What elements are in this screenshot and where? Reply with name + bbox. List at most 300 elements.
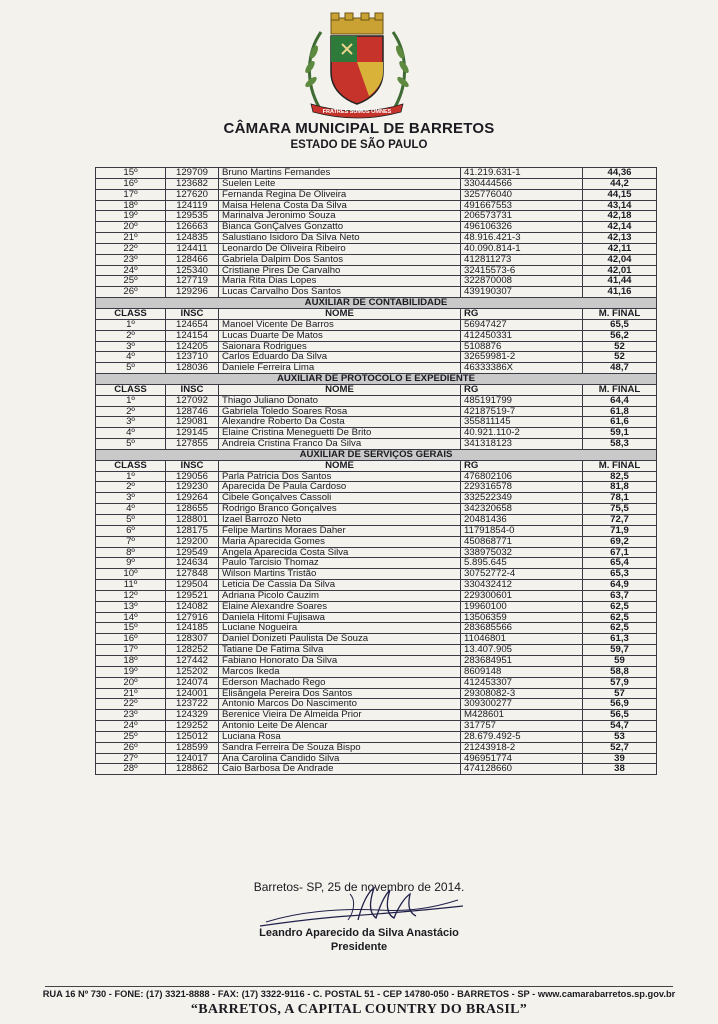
table-row — [96, 536, 657, 547]
cell-rg: 5108876 — [461, 341, 583, 352]
cell-rg: 11791854-0 — [461, 525, 583, 536]
cell-class: 11º — [96, 580, 166, 591]
table-row — [96, 211, 657, 222]
cell-name: Marcos Ikeda — [219, 666, 461, 677]
cell-name: Luciana Rosa — [219, 731, 461, 742]
cell-class: 19º — [96, 666, 166, 677]
cell-rg: 439190307 — [461, 287, 583, 298]
cell-class: 19º — [96, 211, 166, 222]
cell-name: Izael Barrozo Neto — [219, 515, 461, 526]
cell-insc: 124001 — [166, 688, 219, 699]
cell-insc: 125202 — [166, 666, 219, 677]
signer-name: Leandro Aparecido da Silva Anastácio — [259, 927, 459, 939]
cell-insc: 128599 — [166, 742, 219, 753]
cell-class: 21º — [96, 688, 166, 699]
cell-name: Parla Patricia Dos Santos — [219, 471, 461, 482]
cell-insc: 127620 — [166, 189, 219, 200]
cell-final: 42,01 — [583, 265, 657, 276]
cell-final: 42,14 — [583, 222, 657, 233]
cell-rg: 229300601 — [461, 590, 583, 601]
column-header-row — [96, 308, 657, 319]
cell-rg: 283685566 — [461, 623, 583, 634]
cell-insc: 123722 — [166, 699, 219, 710]
cell-class: 1º — [96, 395, 166, 406]
cell-name: Fernanda Regina De Oliveira — [219, 189, 461, 200]
cell-final: 42,11 — [583, 243, 657, 254]
cell-rg: 46333386X — [461, 363, 583, 374]
cell-final: 82,5 — [583, 471, 657, 482]
cell-final: 69,2 — [583, 536, 657, 547]
table-row — [96, 612, 657, 623]
cell-name: Berenice Vieira De Almeida Prior — [219, 710, 461, 721]
cell-rg: 322870008 — [461, 276, 583, 287]
cell-insc: 124154 — [166, 330, 219, 341]
cell-insc: 128307 — [166, 634, 219, 645]
cell-insc: 129200 — [166, 536, 219, 547]
section-title: AUXILIAR DE SERVIÇOS GERAIS — [96, 449, 657, 460]
cell-insc: 127916 — [166, 612, 219, 623]
table-row — [96, 590, 657, 601]
cell-rg: 355811145 — [461, 417, 583, 428]
cell-insc: 129296 — [166, 287, 219, 298]
table-row — [96, 428, 657, 439]
cell-rg: 491667553 — [461, 200, 583, 211]
cell-name: Salustiano Isidoro Da Silva Neto — [219, 233, 461, 244]
cell-rg: 317757 — [461, 721, 583, 732]
cell-insc: 124205 — [166, 341, 219, 352]
cell-class: 24º — [96, 721, 166, 732]
cell-final: 65,5 — [583, 319, 657, 330]
table-row — [96, 276, 657, 287]
cell-rg: M428601 — [461, 710, 583, 721]
cell-class: 24º — [96, 265, 166, 276]
cell-name: Antonio Marcos Do Nascimento — [219, 699, 461, 710]
cell-insc: 124411 — [166, 243, 219, 254]
cell-insc: 129230 — [166, 482, 219, 493]
cell-final: 57 — [583, 688, 657, 699]
cell-final: 41,16 — [583, 287, 657, 298]
table-row — [96, 515, 657, 526]
cell-insc: 127719 — [166, 276, 219, 287]
table-row — [96, 168, 657, 179]
cell-class: 9º — [96, 558, 166, 569]
cell-insc: 128746 — [166, 406, 219, 417]
page-subtitle: ESTADO DE SÃO PAULO — [290, 139, 428, 151]
cell-insc: 129709 — [166, 168, 219, 179]
cell-final: 52 — [583, 341, 657, 352]
cell-insc: 123710 — [166, 352, 219, 363]
cell-class: 28º — [96, 764, 166, 775]
table-row — [96, 341, 657, 352]
cell-final: 62,5 — [583, 601, 657, 612]
cell-name: Elaine Cristina Meneguetti De Brito — [219, 428, 461, 439]
cell-rg: 13.407.905 — [461, 645, 583, 656]
cell-final: 62,5 — [583, 612, 657, 623]
cell-insc: 128801 — [166, 515, 219, 526]
results-table — [95, 167, 657, 775]
table-row — [96, 645, 657, 656]
cell-name: Sandra Ferreira De Souza Bispo — [219, 742, 461, 753]
cell-final: 42,13 — [583, 233, 657, 244]
cell-insc: 129056 — [166, 471, 219, 482]
cell-final: 71,9 — [583, 525, 657, 536]
cell-insc: 128036 — [166, 363, 219, 374]
cell-name: Ederson Machado Rego — [219, 677, 461, 688]
cell-class: 18º — [96, 200, 166, 211]
column-header-name: NOME — [219, 384, 461, 395]
cell-class: 2º — [96, 406, 166, 417]
cell-rg: 330432412 — [461, 580, 583, 591]
cell-final: 67,1 — [583, 547, 657, 558]
cell-name: Rodrigo Branco Gonçalves — [219, 504, 461, 515]
cell-final: 41,44 — [583, 276, 657, 287]
table-row — [96, 363, 657, 374]
column-header-final: M. FINAL — [583, 460, 657, 471]
table-row — [96, 222, 657, 233]
cell-final: 72,7 — [583, 515, 657, 526]
table-row — [96, 580, 657, 591]
cell-insc: 125340 — [166, 265, 219, 276]
cell-rg: 412811273 — [461, 254, 583, 265]
municipal-coat-of-arms-icon — [297, 12, 417, 120]
cell-insc: 129264 — [166, 493, 219, 504]
cell-insc: 129252 — [166, 721, 219, 732]
footer-address: RUA 16 Nº 730 - FONE: (17) 3321-8888 - FAX: (17) 3322-9116 - C. POSTAL 51 - CEP 14780-050 - BARRETOS - SP - www.camarabarretos.sp.gov.br — [42, 989, 676, 999]
cell-final: 81,8 — [583, 482, 657, 493]
cell-insc: 128252 — [166, 645, 219, 656]
cell-insc: 127848 — [166, 569, 219, 580]
cell-final: 48,7 — [583, 363, 657, 374]
table-row — [96, 742, 657, 753]
cell-rg: 8609148 — [461, 666, 583, 677]
cell-rg: 496951774 — [461, 753, 583, 764]
cell-rg: 21243918-2 — [461, 742, 583, 753]
cell-name: Manoel Vicente De Barros — [219, 319, 461, 330]
table-row — [96, 265, 657, 276]
cell-class: 15º — [96, 623, 166, 634]
cell-rg: 496106326 — [461, 222, 583, 233]
cell-class: 3º — [96, 493, 166, 504]
cell-rg: 11046801 — [461, 634, 583, 645]
cell-final: 59,1 — [583, 428, 657, 439]
cell-name: Maisa Helena Costa Da Silva — [219, 200, 461, 211]
cell-final: 52,7 — [583, 742, 657, 753]
cell-insc: 127442 — [166, 655, 219, 666]
results-table-body — [96, 168, 657, 775]
table-row — [96, 601, 657, 612]
table-row — [96, 569, 657, 580]
cell-rg: 330444566 — [461, 178, 583, 189]
cell-final: 65,4 — [583, 558, 657, 569]
cell-insc: 124119 — [166, 200, 219, 211]
cell-rg: 229316578 — [461, 482, 583, 493]
cell-name: Aparecida De Paula Cardoso — [219, 482, 461, 493]
cell-name: Fabiano Honorato Da Silva — [219, 655, 461, 666]
cell-final: 63,7 — [583, 590, 657, 601]
cell-rg: 56947427 — [461, 319, 583, 330]
table-row — [96, 525, 657, 536]
cell-insc: 126663 — [166, 222, 219, 233]
cell-final: 38 — [583, 764, 657, 775]
table-row — [96, 547, 657, 558]
column-header-insc: INSC — [166, 384, 219, 395]
column-header-row — [96, 460, 657, 471]
table-row — [96, 764, 657, 775]
table-row — [96, 200, 657, 211]
cell-class: 13º — [96, 601, 166, 612]
cell-class: 18º — [96, 655, 166, 666]
cell-rg: 13506359 — [461, 612, 583, 623]
column-header-name: NOME — [219, 460, 461, 471]
table-row — [96, 666, 657, 677]
cell-name: Maria Aparecida Gomes — [219, 536, 461, 547]
table-row — [96, 395, 657, 406]
cell-final: 62,5 — [583, 623, 657, 634]
cell-rg: 283684951 — [461, 655, 583, 666]
cell-class: 23º — [96, 254, 166, 265]
cell-class: 23º — [96, 710, 166, 721]
cell-class: 7º — [96, 536, 166, 547]
cell-insc: 129521 — [166, 590, 219, 601]
cell-name: Gabriela Toledo Soares Rosa — [219, 406, 461, 417]
cell-class: 4º — [96, 428, 166, 439]
cell-name: Cibele Gonçalves Cassoli — [219, 493, 461, 504]
cell-insc: 129504 — [166, 580, 219, 591]
cell-final: 43,14 — [583, 200, 657, 211]
cell-insc: 127855 — [166, 439, 219, 450]
section-header-row — [96, 374, 657, 385]
cell-final: 53 — [583, 731, 657, 742]
cell-final: 78,1 — [583, 493, 657, 504]
cell-insc: 128175 — [166, 525, 219, 536]
column-header-class: CLASS — [96, 384, 166, 395]
cell-insc: 124654 — [166, 319, 219, 330]
cell-class: 2º — [96, 482, 166, 493]
cell-name: Andreia Cristina Franco Da Silva — [219, 439, 461, 450]
cell-name: Tatiane De Fatima Silva — [219, 645, 461, 656]
cell-class: 6º — [96, 525, 166, 536]
cell-name: Leonardo De Oliveira Ribeiro — [219, 243, 461, 254]
cell-rg: 338975032 — [461, 547, 583, 558]
table-row — [96, 330, 657, 341]
cell-rg: 412450331 — [461, 330, 583, 341]
cell-class: 3º — [96, 341, 166, 352]
cell-insc: 124835 — [166, 233, 219, 244]
cell-final: 64,4 — [583, 395, 657, 406]
cell-class: 26º — [96, 287, 166, 298]
footer-slogan: “BARRETOS, A CAPITAL COUNTRY DO BRASIL” — [190, 1002, 528, 1017]
section-title: AUXILIAR DE CONTABILIDADE — [96, 298, 657, 309]
cell-name: Alexandre Roberto Da Costa — [219, 417, 461, 428]
section-title: AUXILIAR DE PROTOCOLO E EXPEDIENTE — [96, 374, 657, 385]
cell-name: Bruno Martins Fernandes — [219, 168, 461, 179]
cell-rg: 40.090.814-1 — [461, 243, 583, 254]
cell-class: 14º — [96, 612, 166, 623]
table-row — [96, 178, 657, 189]
cell-name: Lucas Duarte De Matos — [219, 330, 461, 341]
cell-rg: 32659981-2 — [461, 352, 583, 363]
cell-insc: 129535 — [166, 211, 219, 222]
table-row — [96, 558, 657, 569]
cell-rg: 325776040 — [461, 189, 583, 200]
cell-name: Angela Aparecida Costa Silva — [219, 547, 461, 558]
cell-class: 17º — [96, 645, 166, 656]
table-row — [96, 319, 657, 330]
table-row — [96, 482, 657, 493]
cell-class: 16º — [96, 634, 166, 645]
cell-class: 10º — [96, 569, 166, 580]
cell-rg: 474128660 — [461, 764, 583, 775]
cell-rg: 30752772-4 — [461, 569, 583, 580]
cell-rg: 32415573-6 — [461, 265, 583, 276]
cell-class: 5º — [96, 439, 166, 450]
table-row — [96, 688, 657, 699]
cell-rg: 20481436 — [461, 515, 583, 526]
cell-name: Saionara Rodrigues — [219, 341, 461, 352]
cell-final: 56,5 — [583, 710, 657, 721]
column-header-class: CLASS — [96, 308, 166, 319]
cell-insc: 128466 — [166, 254, 219, 265]
cell-rg: 342320658 — [461, 504, 583, 515]
footer-divider — [45, 986, 673, 987]
column-header-rg: RG — [461, 384, 583, 395]
cell-name: Suelen Leite — [219, 178, 461, 189]
cell-class: 5º — [96, 363, 166, 374]
table-row — [96, 287, 657, 298]
cell-final: 59 — [583, 655, 657, 666]
cell-name: Felipe Martins Moraes Daher — [219, 525, 461, 536]
cell-final: 75,5 — [583, 504, 657, 515]
results-table-container — [95, 167, 656, 775]
table-row — [96, 352, 657, 363]
column-header-insc: INSC — [166, 460, 219, 471]
cell-insc: 124082 — [166, 601, 219, 612]
cell-insc: 129549 — [166, 547, 219, 558]
cell-name: Caio Barbosa De Andrade — [219, 764, 461, 775]
cell-name: Daniela Hitomi Fujisawa — [219, 612, 461, 623]
cell-name: Cristiane Pires De Carvalho — [219, 265, 461, 276]
cell-name: Daniele Ferreira Lima — [219, 363, 461, 374]
table-row — [96, 753, 657, 764]
cell-name: Luciane Nogueira — [219, 623, 461, 634]
cell-final: 56,2 — [583, 330, 657, 341]
cell-rg: 42187519-7 — [461, 406, 583, 417]
cell-final: 44,15 — [583, 189, 657, 200]
cell-final: 54,7 — [583, 721, 657, 732]
cell-class: 16º — [96, 178, 166, 189]
signer-role: Presidente — [330, 941, 388, 953]
cell-name: Antonio Leite De Alencar — [219, 721, 461, 732]
cell-insc: 129081 — [166, 417, 219, 428]
cell-rg: 5.895.645 — [461, 558, 583, 569]
table-row — [96, 699, 657, 710]
cell-name: Leticia De Cassia Da Silva — [219, 580, 461, 591]
cell-final: 42,04 — [583, 254, 657, 265]
cell-final: 58,3 — [583, 439, 657, 450]
cell-name: Elisângela Pereira Dos Santos — [219, 688, 461, 699]
column-header-row — [96, 384, 657, 395]
cell-class: 8º — [96, 547, 166, 558]
cell-insc: 128655 — [166, 504, 219, 515]
cell-rg: 332522349 — [461, 493, 583, 504]
cell-final: 65,3 — [583, 569, 657, 580]
cell-class: 4º — [96, 352, 166, 363]
section-header-row — [96, 449, 657, 460]
cell-class: 1º — [96, 319, 166, 330]
cell-class: 3º — [96, 417, 166, 428]
table-row — [96, 634, 657, 645]
table-row — [96, 243, 657, 254]
cell-name: Maria Rita Dias Lopes — [219, 276, 461, 287]
cell-class: 21º — [96, 233, 166, 244]
column-header-rg: RG — [461, 308, 583, 319]
crest-motto: FRATRES SUMUS OMNES — [322, 109, 392, 115]
cell-class: 4º — [96, 504, 166, 515]
column-header-final: M. FINAL — [583, 308, 657, 319]
cell-name: Bianca GonÇalves Gonzatto — [219, 222, 461, 233]
column-header-insc: INSC — [166, 308, 219, 319]
cell-name: Adriana Picolo Cauzim — [219, 590, 461, 601]
table-row — [96, 417, 657, 428]
table-row — [96, 233, 657, 244]
column-header-rg: RG — [461, 460, 583, 471]
cell-insc: 124634 — [166, 558, 219, 569]
cell-final: 44,2 — [583, 178, 657, 189]
cell-rg: 19960100 — [461, 601, 583, 612]
cell-rg: 206573731 — [461, 211, 583, 222]
cell-class: 2º — [96, 330, 166, 341]
cell-insc: 129145 — [166, 428, 219, 439]
table-row — [96, 623, 657, 634]
cell-rg: 485191799 — [461, 395, 583, 406]
table-row — [96, 504, 657, 515]
table-row — [96, 710, 657, 721]
cell-final: 58,8 — [583, 666, 657, 677]
cell-final: 42,18 — [583, 211, 657, 222]
cell-insc: 128862 — [166, 764, 219, 775]
cell-insc: 124329 — [166, 710, 219, 721]
table-row — [96, 493, 657, 504]
cell-class: 1º — [96, 471, 166, 482]
cell-class: 15º — [96, 168, 166, 179]
cell-rg: 29308082-3 — [461, 688, 583, 699]
cell-name: Paulo Tarcisio Thomaz — [219, 558, 461, 569]
cell-name: Marinalva Jeronimo Souza — [219, 211, 461, 222]
cell-rg: 341318123 — [461, 439, 583, 450]
cell-final: 61,3 — [583, 634, 657, 645]
cell-name: Carlos Eduardo Da Silva — [219, 352, 461, 363]
table-row — [96, 254, 657, 265]
cell-insc: 124017 — [166, 753, 219, 764]
table-row — [96, 655, 657, 666]
cell-class: 5º — [96, 515, 166, 526]
cell-name: Daniel Donizeti Paulista De Souza — [219, 634, 461, 645]
table-row — [96, 439, 657, 450]
cell-insc: 123682 — [166, 178, 219, 189]
place-date: Barretos- SP, 25 de novembro de 2014. — [253, 880, 465, 894]
cell-final: 64,9 — [583, 580, 657, 591]
cell-class: 20º — [96, 677, 166, 688]
cell-name: Wilson Martins Tristão — [219, 569, 461, 580]
cell-rg: 476802106 — [461, 471, 583, 482]
page-title: CÂMARA MUNICIPAL DE BARRETOS — [223, 120, 495, 137]
cell-insc: 125012 — [166, 731, 219, 742]
column-header-name: NOME — [219, 308, 461, 319]
cell-class: 27º — [96, 753, 166, 764]
cell-name: Elaine Alexandre Soares — [219, 601, 461, 612]
cell-name: Ana Carolina Candido Silva — [219, 753, 461, 764]
table-row — [96, 406, 657, 417]
